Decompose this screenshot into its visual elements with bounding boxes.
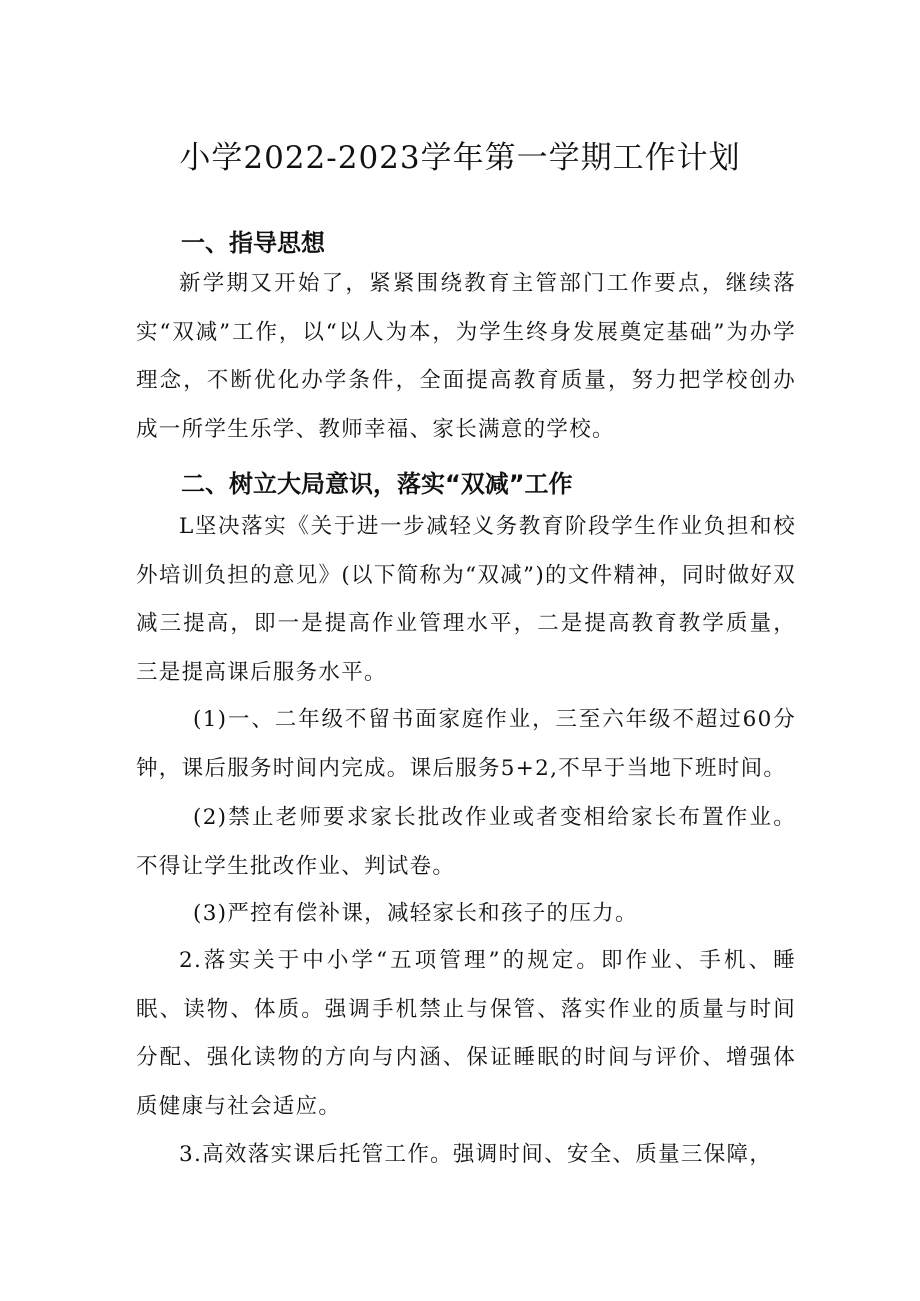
paragraph-item-2: 2.落实关于中小学“五项管理”的规定。即作业、手机、睡眠、读物、体质。强调手机禁止与保管、落实作业的质量与时间分配、强化读物的方向与内涵、保证睡眠的时间与评价、增强体质健康与社会适应。 [136, 948, 796, 1120]
paragraph-sub-2: (2)禁止老师要求家长批改作业或者变相给家长布置作业。不得让学生批改作业、判试卷。 [136, 805, 796, 879]
document-title: 小学2022-2023学年第一学期工作计划 [179, 140, 741, 176]
paragraph-guiding-ideology: 新学期又开始了，紧紧围绕教育主管部门工作要点，继续落实“双减”工作，以“以人为本，为学生终身发展奠定基础”为办学理念，不断优化办学条件，全面提高教育质量，努力把学校创办成一所学生乐学、教师幸福、家长满意的学校。 [136, 271, 796, 443]
paragraph-sub-3: (3)严控有偿补课，减轻家长和孩子的压力。 [193, 901, 638, 926]
paragraph-sub-1: (1)一、二年级不留书面家庭作业，三至六年级不超过60分钟，课后服务时间内完成。课后服务5+2,不早于当地下班时间。 [136, 707, 796, 781]
paragraph-item-3: 3.高效落实课后托管工作。强调时间、安全、质量三保障， [179, 1142, 773, 1167]
section-heading-guiding-ideology: 一、指导思想 [181, 229, 325, 257]
section-heading-double-reduction: 二、树立大局意识，落实“双减”工作 [181, 470, 573, 498]
paragraph-item-1: L坚决落实《关于进一步减轻义务教育阶段学生作业负担和校外培训负担的意见》(以下简称为“双减”)的文件精神，同时做好双减三提高，即一是提高作业管理水平，二是提高教育教学质量，三是提高课后服务水平。 [136, 514, 796, 686]
